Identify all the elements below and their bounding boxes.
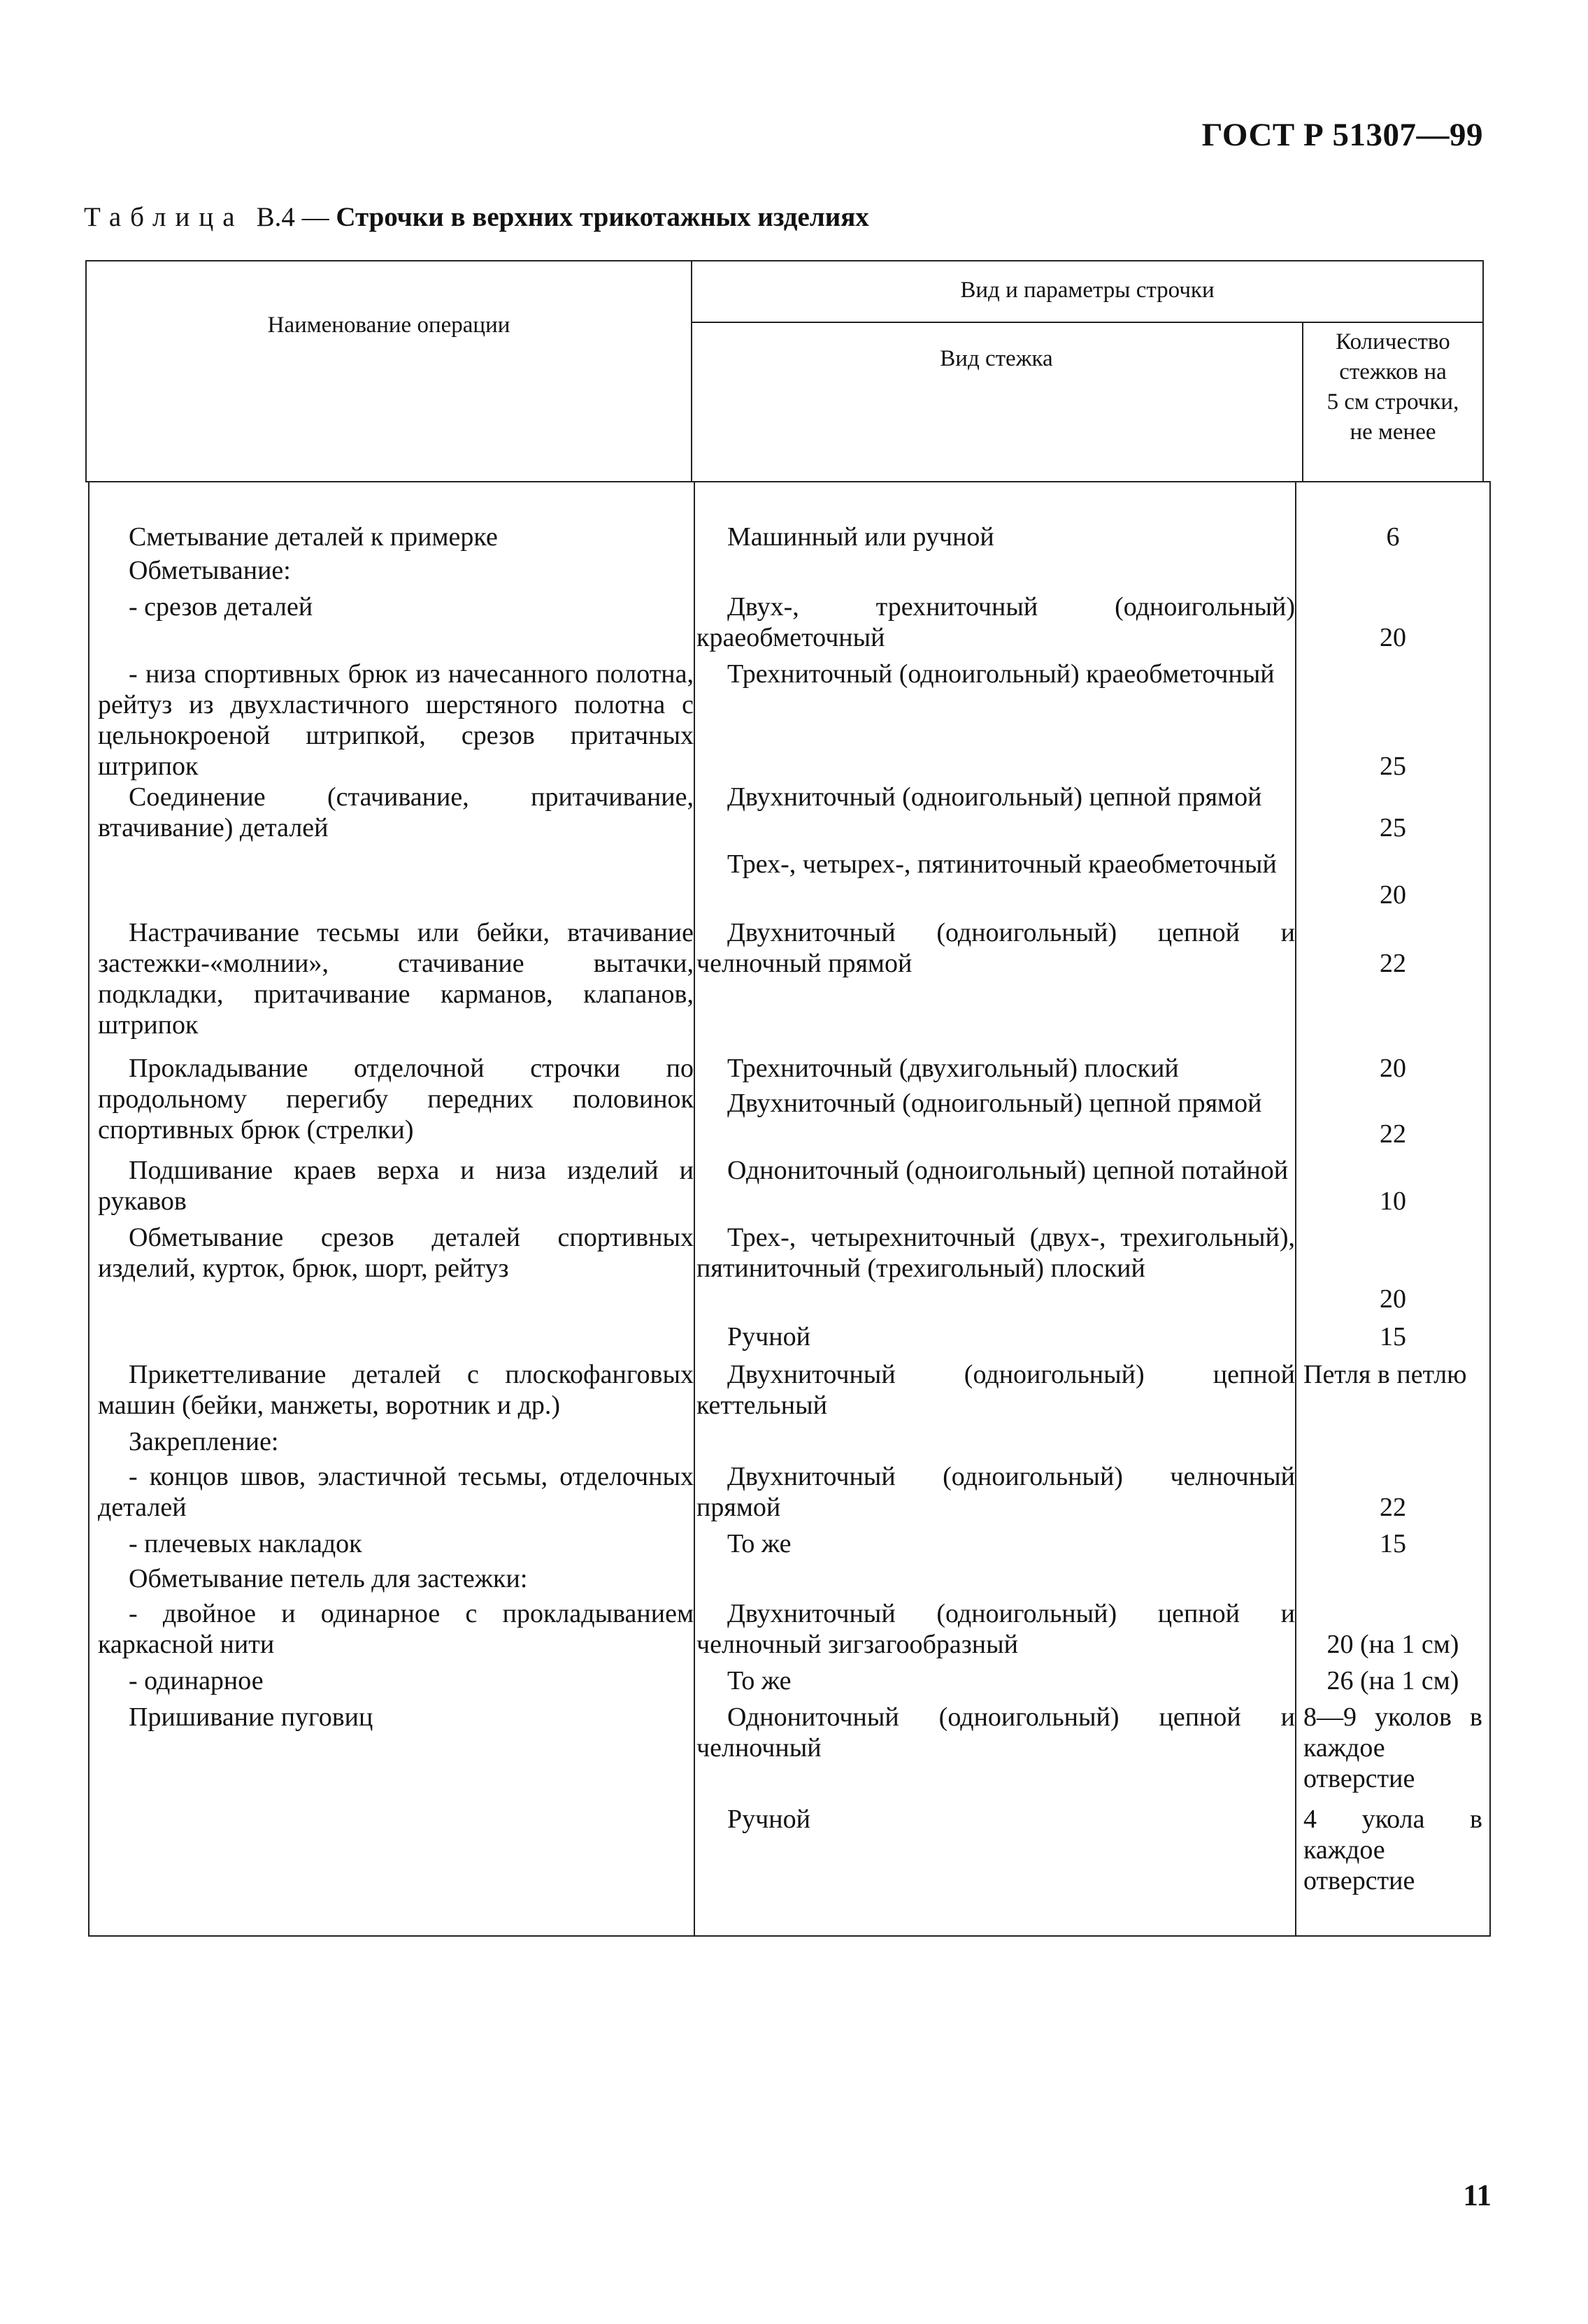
header-stitch-count-line: стежков на [1339, 359, 1447, 385]
stitch-cell: Трехниточный (двухигольный) плоский [727, 1054, 1179, 1083]
stitch-cell: Трехниточный (одноигольный) краеобметочный [727, 659, 1275, 689]
operation-cell: Соединение (стачивание, притачивание, втачивание) деталей [98, 782, 694, 842]
operation-cell: - двойное и одинарное с прокладыванием каркасной нити [98, 1599, 694, 1659]
header-stitch-count-line: 5 см строчки, [1326, 389, 1459, 415]
stitch-cell: Двухниточный (одноигольный) цепной кеттельный [696, 1360, 1295, 1420]
count-cell: 15 [1380, 1529, 1406, 1558]
operation-cell: Прокладывание отделочной строчки по продольному перегибу передних половинок спортивных брюк (стрелки) [98, 1054, 694, 1145]
stitch-cell: Двухниточный (одноигольный) цепной и челночный зигзагообразный [696, 1599, 1295, 1659]
header-stitch-type: Вид стежка [940, 346, 1053, 371]
header-stitch-count [1302, 327, 1484, 447]
stitch-cell: Однониточный (одноигольный) цепной потайной [727, 1156, 1289, 1185]
operation-cell: - срезов деталей [129, 592, 313, 622]
count-cell: 25 [1380, 752, 1406, 781]
header-stitch-count-line: не менее [1350, 419, 1436, 445]
table-caption-title: Строчки в верхних трикотажных изделиях [336, 202, 869, 232]
column-divider [694, 482, 695, 1937]
operation-cell: - одинарное [129, 1666, 264, 1695]
stitch-cell: Однониточный (одноигольный) цепной и челночный [696, 1702, 1295, 1763]
stitch-cell: Двухниточный (одноигольный) цепной прямой [727, 1089, 1262, 1118]
stitch-cell: Ручной [727, 1322, 810, 1351]
count-cell: 22 [1380, 1493, 1406, 1522]
stitch-cell: Трех-, четырех-, пятиниточный краеобметочный [727, 849, 1277, 879]
operation-cell: Подшивание краев верха и низа изделий и рукавов [98, 1156, 694, 1216]
header-divider [691, 322, 1484, 323]
document-code: ГОСТ Р 51307—99 [1201, 117, 1483, 153]
page-number: 11 [1463, 2179, 1492, 2212]
operation-cell: Обметывание петель для застежки: [129, 1564, 528, 1593]
operation-cell: Настрачивание тесьмы или бейки, втачивание застежки-«молнии», стачивание вытачки, подкладки, притачивание карманов, клапанов, штрипок [98, 918, 694, 1040]
count-cell: 6 [1386, 522, 1400, 552]
stitch-cell: Трех-, четырехниточный (двух-, трехигольный), пятиниточный (трехигольный) плоский [696, 1223, 1295, 1283]
count-cell: 4 укола в каждое отверстие [1303, 1805, 1482, 1895]
operation-cell: Обметывание: [129, 556, 291, 585]
count-cell: 20 [1380, 1054, 1406, 1083]
count-cell: 20 [1380, 880, 1406, 910]
stitch-cell: Машинный или ручной [727, 522, 994, 552]
stitch-cell: Двухниточный (одноигольный) цепной прямой [727, 782, 1262, 812]
operation-cell: Закрепление: [129, 1427, 279, 1456]
table-caption-word: Таблица [84, 202, 244, 232]
operation-cell: - плечевых накладок [129, 1529, 362, 1558]
count-cell: 20 [1380, 623, 1406, 652]
stitch-cell: Двухниточный (одноигольный) цепной и челночный прямой [696, 918, 1295, 978]
stitch-cell: То же [727, 1666, 792, 1695]
count-cell: Петля в петлю [1303, 1360, 1467, 1389]
count-cell: 20 (на 1 см) [1326, 1630, 1459, 1659]
count-cell: 25 [1380, 813, 1406, 842]
count-cell: 15 [1380, 1322, 1406, 1351]
count-cell: 26 (на 1 см) [1326, 1666, 1459, 1695]
count-cell: 8—9 уколов в каждое отверстие [1303, 1702, 1482, 1793]
header-line-params: Вид и параметры строчки [960, 278, 1215, 303]
stitch-cell: Ручной [727, 1805, 810, 1834]
table-header [85, 260, 1484, 482]
count-cell: 22 [1380, 1119, 1406, 1149]
operation-cell: Сметывание деталей к примерке [129, 522, 498, 552]
count-cell: 10 [1380, 1186, 1406, 1216]
header-stitch-count-line: Количество [1336, 329, 1450, 354]
column-divider [1295, 482, 1296, 1937]
stitch-cell: Двух-, трехниточный (одноигольный) краеобметочный [696, 592, 1295, 652]
operation-cell: Пришивание пуговиц [129, 1702, 373, 1732]
stitch-cell: Двухниточный (одноигольный) челночный прямой [696, 1462, 1295, 1522]
operation-cell: Прикеттеливание деталей с плоскофанговых машин (бейки, манжеты, воротник и др.) [98, 1360, 694, 1420]
table-caption-number: В.4 — [256, 202, 329, 232]
count-cell: 22 [1380, 949, 1406, 978]
table-body [88, 481, 1491, 1937]
operation-cell: - низа спортивных брюк из начесанного полотна, рейтуз из двухластичного шерстяного полотна с цельнокроеной штрипкой, срезов притачных штрипок [98, 659, 694, 781]
header-operation: Наименование операции [267, 313, 510, 338]
operation-cell: - концов швов, эластичной тесьмы, отделочных деталей [98, 1462, 694, 1522]
operation-cell: Обметывание срезов деталей спортивных изделий, курток, брюк, шорт, рейтуз [98, 1223, 694, 1283]
table-caption [84, 201, 869, 233]
stitch-cell: То же [727, 1529, 792, 1558]
count-cell: 20 [1380, 1284, 1406, 1314]
